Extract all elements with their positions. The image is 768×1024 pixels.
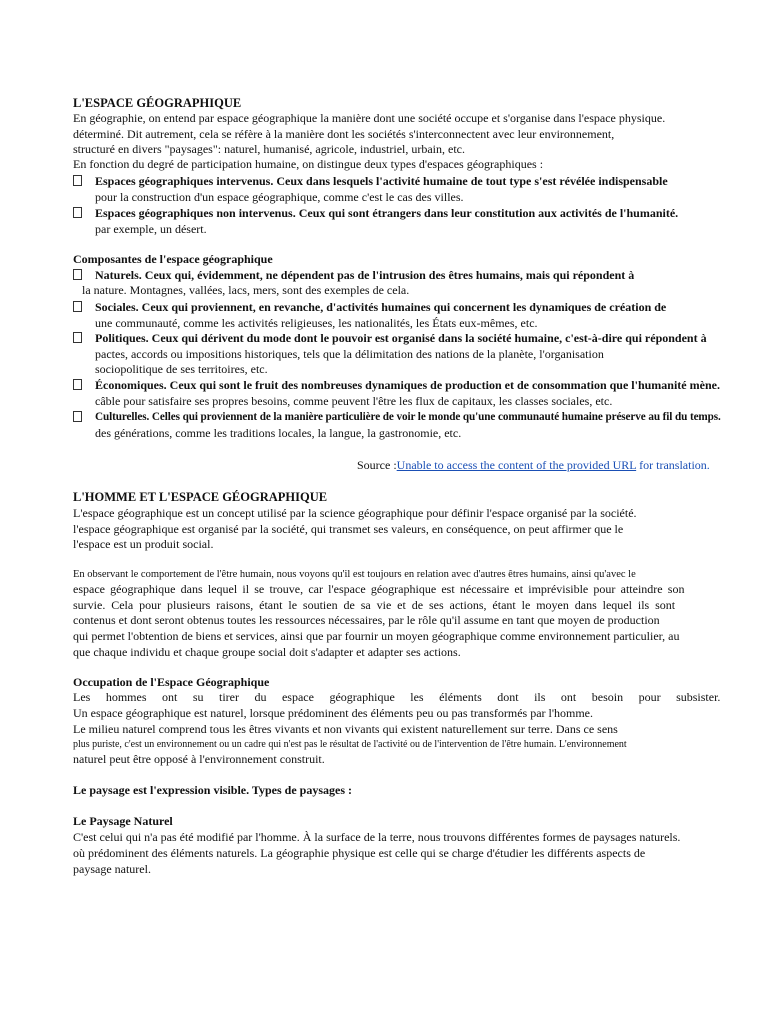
list-item-text: des générations, comme les traditions locales, la langue, la gastronomie, etc. (95, 426, 462, 440)
bullet-icon (73, 301, 82, 312)
source-tail: for translation. (636, 458, 710, 472)
list-item-text: par exemple, un désert. (95, 222, 207, 236)
list-item-bold: Naturels. Ceux qui, évidemment, ne dépendent pas de l'intrusion des êtres humains, mais qui répondent à (95, 268, 635, 282)
source-link[interactable]: Unable to access the content of the provided URL (396, 458, 637, 472)
paragraph-line: C'est celui qui n'a pas été modifié par l'homme. À la surface de la terre, nous trouvons différentes formes de paysages naturels. (73, 830, 681, 844)
section-heading: Le Paysage Naturel (73, 814, 173, 828)
list-item-text: sociopolitique de ses territoires, etc. (95, 362, 268, 376)
paragraph-line: espace géographique dans lequel il se trouve, car l'espace géographique est nécessaire et imprévisible pour atteindre son (73, 582, 685, 596)
paragraph-line: que chaque individu et chaque groupe social doit s'adapter et adapter ses actions. (73, 645, 461, 659)
list-item-text: pour la construction d'un espace géographique, comme c'est le cas des villes. (95, 190, 464, 204)
paragraph-line: l'espace est un produit social. (73, 537, 214, 551)
list-item-text: la nature. Montagnes, vallées, lacs, mers, sont des exemples de cela. (82, 283, 410, 297)
paragraph-line: En géographie, on entend par espace géographique la manière dont une société occupe et s'organise dans l'espace physique. (73, 111, 666, 125)
bullet-icon (73, 269, 82, 280)
paragraph-line: survie. Cela pour plusieurs raisons, étant le soutien de sa vie et de ses actions, étant le moyen dans lequel ils sont (73, 598, 676, 612)
list-item-text: câble pour satisfaire ses propres besoins, comme peuvent l'être les flux de capitaux, les classes sociales, etc. (95, 394, 613, 408)
page-title: L'ESPACE GÉOGRAPHIQUE (73, 96, 242, 110)
bullet-icon (73, 332, 82, 343)
bullet-icon (73, 411, 82, 422)
list-item-text: une communauté, comme les activités religieuses, les nationalités, les États eux-mêmes, etc. (95, 316, 538, 330)
list-item-text: pactes, accords ou impositions historiques, tels que la délimitation des nations de la planète, l'organisation (95, 347, 604, 361)
list-item-bold: Sociales. Ceux qui proviennent, en revanche, d'activités humaines qui concernent les dynamiques de création de (95, 300, 667, 314)
source-label: Source : (357, 458, 397, 472)
paragraph-line: l'espace géographique est organisé par la société, qui transmet ses valeurs, en conséquence, on peut affirmer que le (73, 522, 624, 536)
list-item-bold: Espaces géographiques non intervenus. Ceux qui sont étrangers dans leur constitution aux activités de l'humanité. (95, 206, 679, 220)
paragraph-line: qui permet l'obtention de biens et services, ainsi que par fournir un moyen géographique comme environnement particulier, au (73, 629, 680, 643)
paragraph-line: En fonction du degré de participation humaine, on distingue deux types d'espaces géographiques : (73, 157, 544, 171)
paragraph-line: plus puriste, c'est un environnement ou un cadre qui n'est pas le résultat de l'activité ou de l'intervention de l'être humain. L'environnement (73, 739, 627, 750)
paragraph-line: structuré en divers "paysages": naturel, humanisé, agricole, industriel, urbain, etc. (73, 142, 466, 156)
source-line (357, 458, 710, 473)
paragraph-line: déterminé. Dit autrement, cela se réfère à la manière dont les sociétés s'interconnectent avec leur environnement, (73, 127, 615, 141)
paragraph-line: naturel peut être opposé à l'environnement construit. (73, 752, 325, 766)
list-item-bold: Espaces géographiques intervenus. Ceux dans lesquels l'activité humaine de tout type s'est révélée indispensable (95, 174, 668, 188)
bullet-icon (73, 175, 82, 186)
paragraph-line: En observant le comportement de l'être humain, nous voyons qu'il est toujours en relation avec d'autres êtres humains, ainsi qu'avec le (73, 569, 636, 580)
paragraph-line: contenus et dont seront obtenus toutes les ressources nécessaires, par le rôle qu'il assume en tant que moyen de production (73, 613, 660, 627)
list-item-bold: Culturelles. Celles qui proviennent de la manière particulière de voir le monde qu'une communauté humaine préserve au fil du temps. (95, 411, 721, 423)
bullet-icon (73, 379, 82, 390)
paragraph-line: Un espace géographique est naturel, lorsque prédominent des éléments peu ou pas transformés par l'homme. (73, 706, 594, 720)
list-item-bold: Politiques. Ceux qui dérivent du mode dont le pouvoir est organisé dans la société humaine, c'est-à-dire qui répondent à (95, 331, 707, 345)
paragraph-line: où prédominent des éléments naturels. La géographie physique est celle qui se charge d'étudier les différents aspects de (73, 846, 646, 860)
section-heading: Le paysage est l'expression visible. Types de paysages : (73, 783, 353, 797)
paragraph-line: Le milieu naturel comprend tous les êtres vivants et non vivants qui existent naturellement sur terre. Dans ce sens (73, 722, 618, 736)
paragraph-line: paysage naturel. (73, 862, 151, 876)
section-heading: Composantes de l'espace géographique (73, 252, 273, 266)
section-heading: Occupation de l'Espace Géographique (73, 675, 270, 689)
paragraph-line: L'espace géographique est un concept utilisé par la science géographique pour définir l'espace organisé par la société. (73, 506, 637, 520)
paragraph-line: Les hommes ont su tirer du espace géographique les éléments dont ils ont besoin pour subsister. (73, 690, 721, 704)
section-title: L'HOMME ET L'ESPACE GÉOGRAPHIQUE (73, 490, 328, 504)
bullet-icon (73, 207, 82, 218)
list-item-bold: Économiques. Ceux qui sont le fruit des nombreuses dynamiques de production et de consommation que l'humanité mène. (95, 378, 720, 392)
